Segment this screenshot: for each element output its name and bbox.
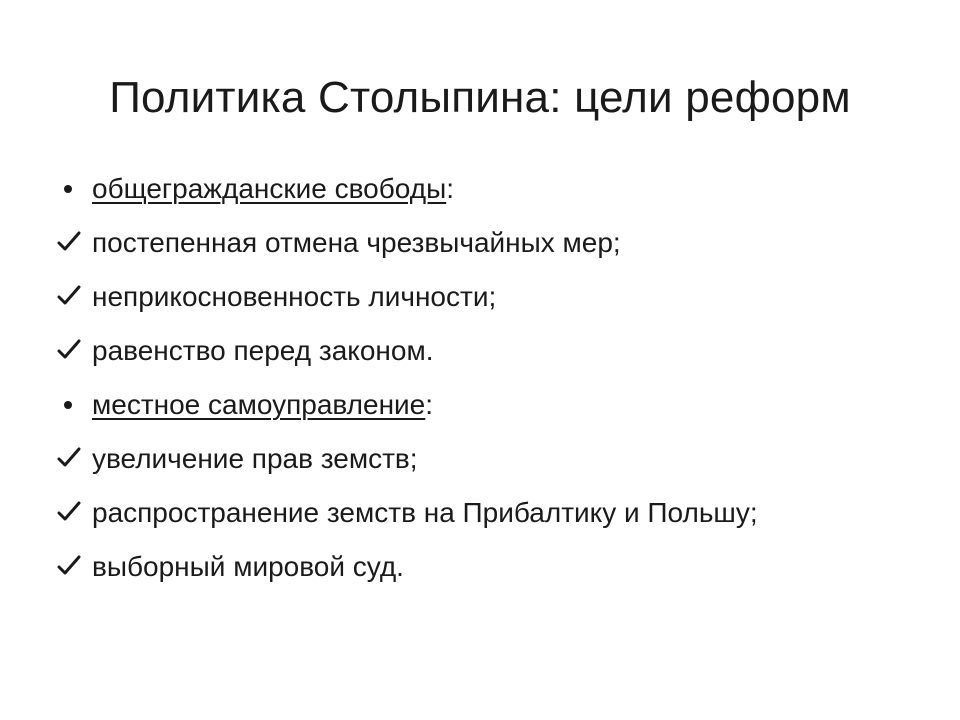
- list-item: [56, 226, 916, 260]
- section-heading: местное самоуправление: [92, 389, 426, 420]
- list-item: [56, 550, 916, 584]
- bullet-dot-icon: [56, 388, 92, 422]
- list-item-text: общегражданские свободы:: [92, 173, 454, 204]
- list-item: [56, 172, 916, 206]
- list-item-text: местное самоуправление:: [92, 389, 434, 420]
- list-item: [56, 334, 916, 368]
- list-item-text: распространение земств на Прибалтику и Польшу;: [92, 497, 758, 528]
- checkmark-icon: [56, 280, 92, 314]
- slide-title: Политика Столыпина: цели реформ: [109, 73, 851, 122]
- checkmark-icon: [56, 226, 92, 260]
- section-heading: общегражданские свободы: [92, 173, 447, 204]
- list-item: [56, 442, 916, 476]
- checkmark-icon: [56, 442, 92, 476]
- checkmark-icon: [56, 496, 92, 530]
- list-item: [56, 280, 916, 314]
- checkmark-icon: [56, 334, 92, 368]
- list-item: [56, 496, 916, 530]
- checkmark-icon: [56, 550, 92, 584]
- list-item-text: постепенная отмена чрезвычайных мер;: [92, 227, 621, 258]
- list-item-text: выборный мировой суд.: [92, 551, 404, 582]
- list-item-text: неприкосновенность личности;: [92, 281, 497, 312]
- bullet-dot-icon: [56, 172, 92, 206]
- list-item-text: увеличение прав земств;: [92, 443, 418, 474]
- list-item-text: равенство перед законом.: [92, 335, 434, 366]
- list-item: [56, 388, 916, 422]
- bullet-list: [56, 172, 916, 604]
